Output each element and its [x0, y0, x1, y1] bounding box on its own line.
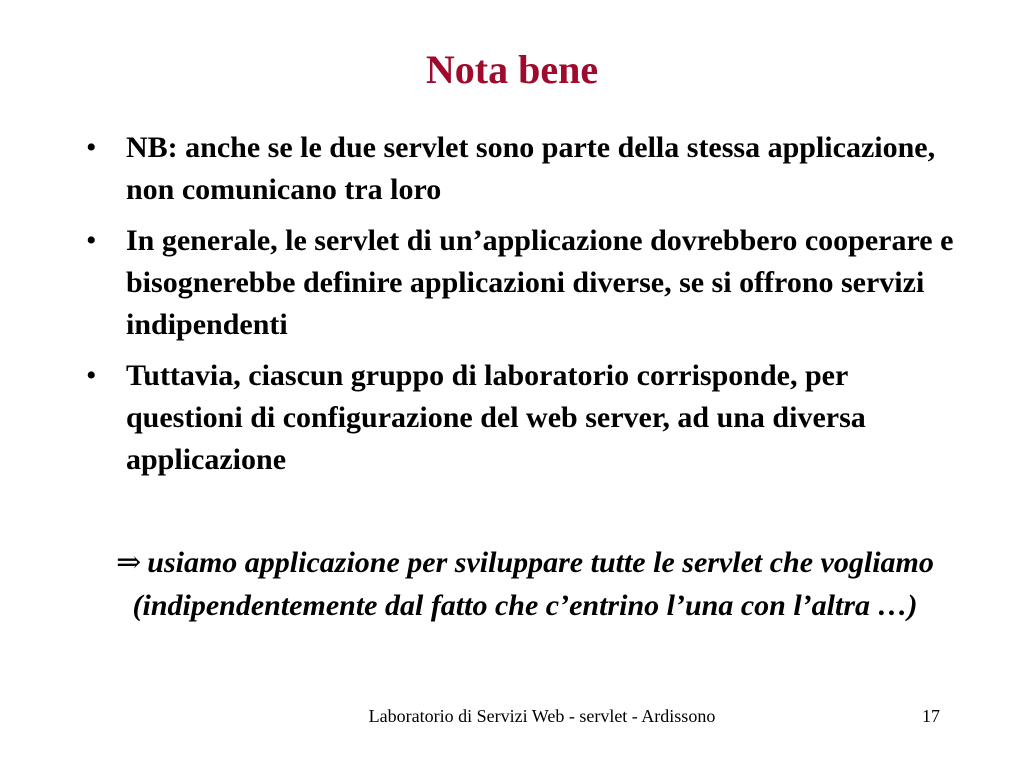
conclusion-note [100, 541, 950, 627]
implies-arrow-icon: ⇒ [116, 546, 142, 579]
bullet-text: Tuttavia, ciascun gruppo di laboratorio corrisponde, per questioni di configurazione del web server, ad una diversa applicazione [126, 359, 866, 476]
bullet-item [84, 355, 954, 481]
bullet-text: In generale, le servlet di un’applicazione dovrebbero cooperare e bisognerebbe definire applicazioni diverse, se si offrono servizi indipendenti [126, 224, 954, 341]
bullet-text: NB: anche se le due servlet sono parte della stessa applicazione, non comunicano tra loro [126, 131, 936, 206]
bullet-icon: • [86, 131, 97, 164]
slide-title: Nota bene [425, 47, 599, 92]
bullet-list [84, 127, 954, 490]
conclusion-text: usiamo applicazione per sviluppare tutte le servlet che vogliamo (indipendentemente dal fatto che c’entrino l’una con l’altra …) [132, 546, 934, 622]
bullet-item [84, 127, 954, 211]
bullet-icon: • [86, 359, 97, 392]
bullet-icon: • [86, 224, 97, 257]
page-number: 17 [922, 706, 940, 726]
footer-course-label: Laboratorio di Servizi Web - servlet - Ardissono [368, 706, 716, 726]
bullet-item [84, 220, 954, 346]
